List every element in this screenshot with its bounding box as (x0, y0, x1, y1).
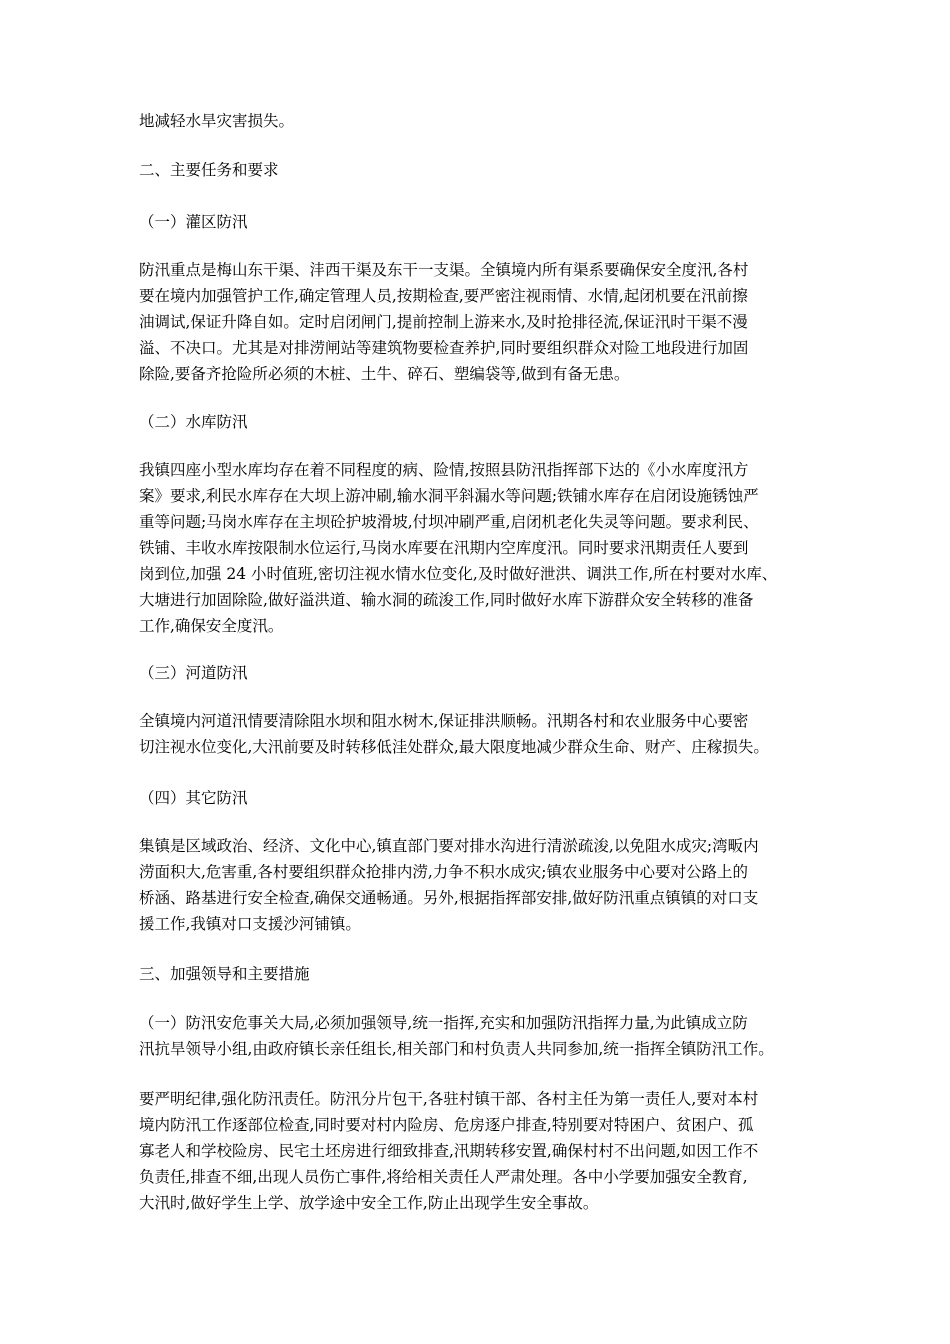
text-line: 溢、不决口。尤其是对排涝闸站等建筑物要检查养护,同时要组织群众对险工地段进行加固 (139, 339, 749, 357)
text-line: 援工作,我镇对口支援沙河铺镇。 (139, 915, 361, 933)
text-line: 三、加强领导和主要措施 (139, 965, 310, 983)
text-line: 我镇四座小型水库均存在着不同程度的病、险情,按照县防汛指挥部下达的《小水库度汛方 (139, 461, 749, 479)
text-line: 工作,确保安全度汛。 (139, 617, 284, 635)
text-line: （三）河道防汛 (139, 664, 248, 682)
text-line: 汛抗旱领导小组,由政府镇长亲任组长,相关部门和村负责人共同参加,统一指挥全镇防汛工作。 (139, 1040, 774, 1058)
subsection-heading (139, 785, 824, 811)
text-line: 地减轻水旱灾害损失。 (139, 112, 295, 130)
text-line: 境内防汛工作逐部位检查,同时要对村内险房、危房逐户排查,特别要对特困户、贫困户、孤 (139, 1116, 754, 1134)
text-line: 寡老人和学校险房、民宅土坯房进行细致排查,汛期转移安置,确保村村不出问题,如因工作不 (139, 1142, 759, 1160)
paragraph (139, 833, 824, 937)
subsection-heading (139, 660, 824, 686)
text-line: 全镇境内河道汛情要清除阻水坝和阻水树木,保证排洪顺畅。汛期各村和农业服务中心要密 (139, 712, 749, 730)
text-line: 集镇是区域政治、经济、文化中心,镇直部门要对排水沟进行清淤疏浚,以免阻水成灾;湾畈内 (139, 837, 759, 855)
text-line: 案》要求,利民水库存在大坝上游冲刷,输水洞平斜漏水等问题;铁铺水库存在启闭设施锈蚀严 (139, 487, 759, 505)
paragraph (139, 708, 824, 760)
text-line: （一）防汛安危事关大局,必须加强领导,统一指挥,充实和加强防汛指挥力量,为此镇成立防 (139, 1014, 748, 1032)
paragraph (139, 1086, 824, 1216)
paragraph-continuation (139, 108, 824, 134)
text-line: 防汛重点是梅山东干渠、沣西干渠及东干一支渠。全镇境内所有渠系要确保安全度汛,各村 (139, 261, 749, 279)
section-heading (139, 157, 824, 183)
text-line: （一）灌区防汛 (139, 213, 248, 231)
paragraph (139, 1010, 824, 1062)
text-line: 油调试,保证升降自如。定时启闭闸门,提前控制上游来水,及时抢排径流,保证汛时干渠不漫 (139, 313, 748, 331)
text-line: 岗到位,加强 24 小时值班,密切注视水情水位变化,及时做好泄洪、调洪工作,所在村要对水库、 (139, 565, 778, 583)
text-line: 二、主要任务和要求 (139, 161, 279, 179)
text-line: （二）水库防汛 (139, 413, 248, 431)
text-line: 切注视水位变化,大汛前要及时转移低洼处群众,最大限度地减少群众生命、财产、庄稼损失。 (139, 738, 769, 756)
text-line: 除险,要备齐抢险所必须的木桩、土牛、碎石、塑编袋等,做到有备无患。 (139, 365, 630, 383)
text-line: （四）其它防汛 (139, 789, 248, 807)
paragraph (139, 457, 824, 639)
text-line: 重等问题;马岗水库存在主坝砼护坡滑坡,付坝冲刷严重,启闭机老化失灵等问题。要求利民、 (139, 513, 759, 531)
text-line: 负责任,排查不细,出现人员伤亡事件,将给相关责任人严肃处理。各中小学要加强安全教育, (139, 1168, 748, 1186)
paragraph (139, 257, 824, 387)
section-heading (139, 961, 824, 987)
subsection-heading (139, 209, 824, 235)
text-line: 要在境内加强管护工作,确定管理人员,按期检查,要严密注视雨情、水情,起闭机要在汛前擦 (139, 287, 748, 305)
text-line: 铁铺、丰收水库按限制水位运行,马岗水库要在汛期内空库度汛。同时要求汛期责任人要到 (139, 539, 749, 557)
text-line: 涝面积大,危害重,各村要组织群众抢排内涝,力争不积水成灾;镇农业服务中心要对公路上的 (139, 863, 749, 881)
subsection-heading (139, 409, 824, 435)
text-line: 要严明纪律,强化防汛责任。防汛分片包干,各驻村镇干部、各村主任为第一责任人,要对本村 (139, 1090, 759, 1108)
text-line: 桥涵、路基进行安全检查,确保交通畅通。另外,根据指挥部安排,做好防汛重点镇镇的对口支 (139, 889, 759, 907)
text-line: 大汛时,做好学生上学、放学途中安全工作,防止出现学生安全事故。 (139, 1194, 599, 1212)
text-line: 大塘进行加固除险,做好溢洪道、输水洞的疏浚工作,同时做好水库下游群众安全转移的准备 (139, 591, 754, 609)
